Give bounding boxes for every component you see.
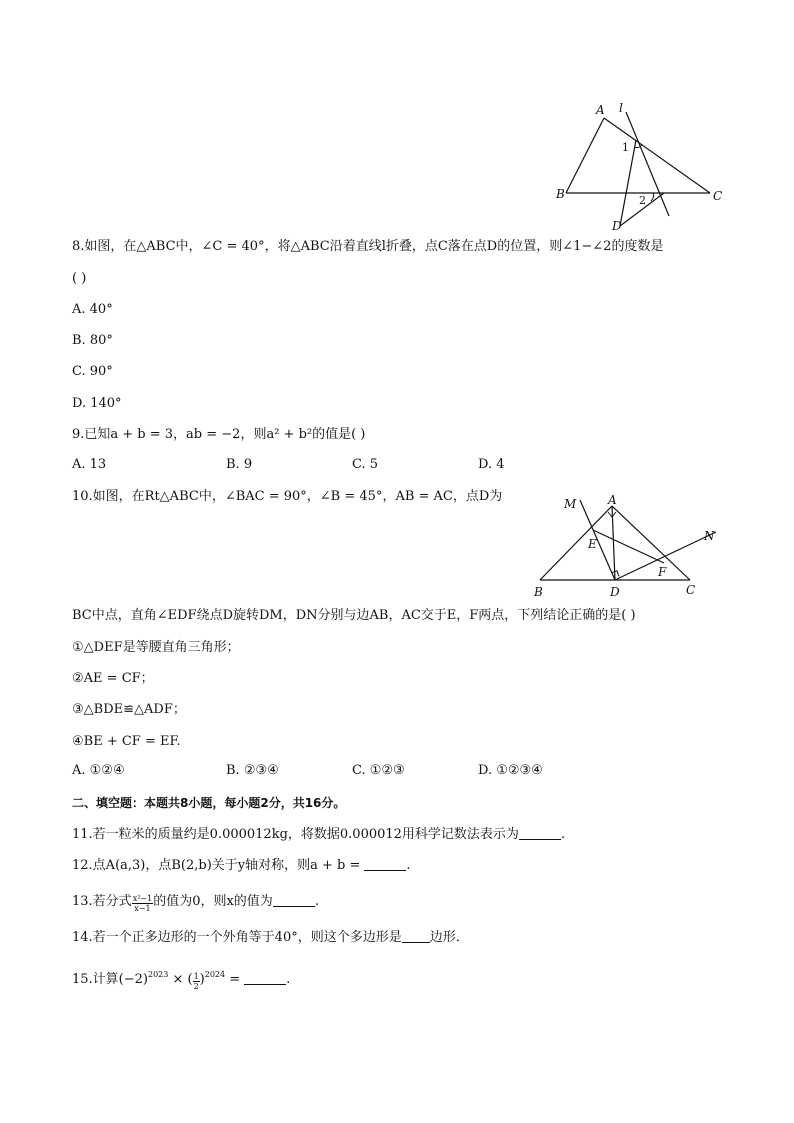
- q8-option-b: B. 80°: [72, 333, 113, 348]
- q15-fraction: [193, 972, 200, 991]
- q10-figure: [528, 490, 728, 602]
- q8-option-c: C. 90°: [72, 364, 113, 379]
- q15-exp1: 2023: [147, 970, 169, 979]
- q14-text: 14.若一个正多边形的一个外角等于40°，则这个多边形是: [72, 930, 402, 945]
- q10-label-A: A: [608, 493, 617, 507]
- q9-stem: 9.已知a + b = 3，ab = −2，则a² + b²的值是( ): [72, 427, 366, 442]
- q8-label-2: 2: [639, 194, 646, 207]
- q10-option-d: D. ①②③④: [478, 763, 543, 778]
- q8-label-1: 1: [622, 141, 629, 154]
- q15-times: × (: [168, 972, 193, 987]
- q8-option-a: A. 40°: [72, 302, 113, 317]
- q15-end: .: [286, 972, 291, 987]
- q10-option-a: A. ①②④: [72, 763, 125, 778]
- q10-label-B: B: [534, 585, 543, 599]
- q15-exp2: 2024: [204, 970, 226, 979]
- q10-label-N: N: [704, 529, 715, 543]
- q11-end: .: [560, 827, 566, 842]
- q8-stem: 8.如图，在△ABC中，∠C = 40°，将△ABC沿着直线l折叠，点C落在点D的位置，则∠1−∠2的度数是: [72, 239, 664, 254]
- q13-frac-den: x−1: [134, 904, 151, 913]
- q10-stem: 10.如图，在Rt△ABC中，∠BAC = 90°，∠B = 45°，AB = AC，点D为: [72, 489, 503, 504]
- q15-frac-num: 1: [193, 972, 199, 981]
- q10-conclusion-2: ②AE = CF；: [72, 671, 154, 686]
- q12-answer-blank[interactable]: [364, 858, 406, 871]
- q11-text: 11.若一粒米的质量约是0.000012kg，将数据0.000012用科学记数法表示为: [72, 827, 519, 842]
- section-2-title: 二、填空题：本题共8小题，每小题2分，共16分。: [72, 796, 346, 810]
- q8-figure: [550, 98, 730, 236]
- q10-stem-cont: BC中点，直角∠EDF绕点D旋转DM，DN分别与边AB，AC交于E，F两点，下列结论正确的是( ): [72, 608, 636, 623]
- q15-close: ): [199, 972, 205, 987]
- q8-label-l: l: [619, 101, 623, 115]
- q15-equals: =: [225, 972, 241, 987]
- q8-label-D: D: [612, 219, 622, 233]
- q10-conclusion-1: ①△DEF是等腰直角三角形；: [72, 640, 240, 655]
- q8-option-d: D. 140°: [72, 396, 122, 411]
- q13-end: .: [314, 894, 319, 909]
- q15: [72, 966, 290, 991]
- q14-answer-blank[interactable]: [402, 930, 430, 943]
- q14-end: 边形．: [429, 930, 469, 945]
- q8-stem-paren: ( ): [72, 271, 87, 286]
- q10-label-D: D: [610, 585, 620, 599]
- q10-label-E: E: [588, 537, 597, 551]
- q15-frac-den: 2: [193, 982, 199, 991]
- q13-middle: 的值为0，则x的值为: [153, 894, 273, 909]
- q10-label-C: C: [686, 583, 696, 597]
- q12-end: .: [406, 858, 411, 873]
- q12: [72, 857, 411, 875]
- q10-conclusion-3: ③△BDE≌△ADF；: [72, 702, 186, 717]
- q8-label-B: B: [556, 187, 565, 201]
- q11: [72, 826, 565, 844]
- q14: [72, 929, 469, 947]
- q10-option-b: B. ②③④: [226, 763, 279, 778]
- q10-option-c: C. ①②③: [352, 763, 405, 778]
- q9-option-d: D. 4: [478, 457, 505, 472]
- q8-label-C: C: [713, 189, 723, 203]
- q15-prefix: 15.计算(−2): [72, 972, 148, 987]
- q9-option-a: A. 13: [72, 457, 107, 472]
- q11-answer-blank[interactable]: [519, 827, 561, 840]
- q13: [72, 893, 319, 913]
- q13-frac-num: x²−1: [132, 894, 153, 903]
- q13-prefix: 13.若分式: [72, 894, 132, 909]
- q9-option-c: C. 5: [352, 457, 379, 472]
- q10-label-M: M: [564, 497, 577, 511]
- q10-conclusion-4: ④BE + CF = EF.: [72, 734, 181, 749]
- q10-label-F: F: [658, 565, 667, 579]
- q9-option-b: B. 9: [226, 457, 253, 472]
- q15-answer-blank[interactable]: [244, 972, 286, 985]
- q12-text: 12.点A(a,3)，点B(2,b)关于y轴对称，则a + b =: [72, 858, 361, 873]
- q13-answer-blank[interactable]: [273, 894, 315, 907]
- q8-label-A: A: [596, 103, 605, 117]
- q13-fraction: [132, 894, 154, 913]
